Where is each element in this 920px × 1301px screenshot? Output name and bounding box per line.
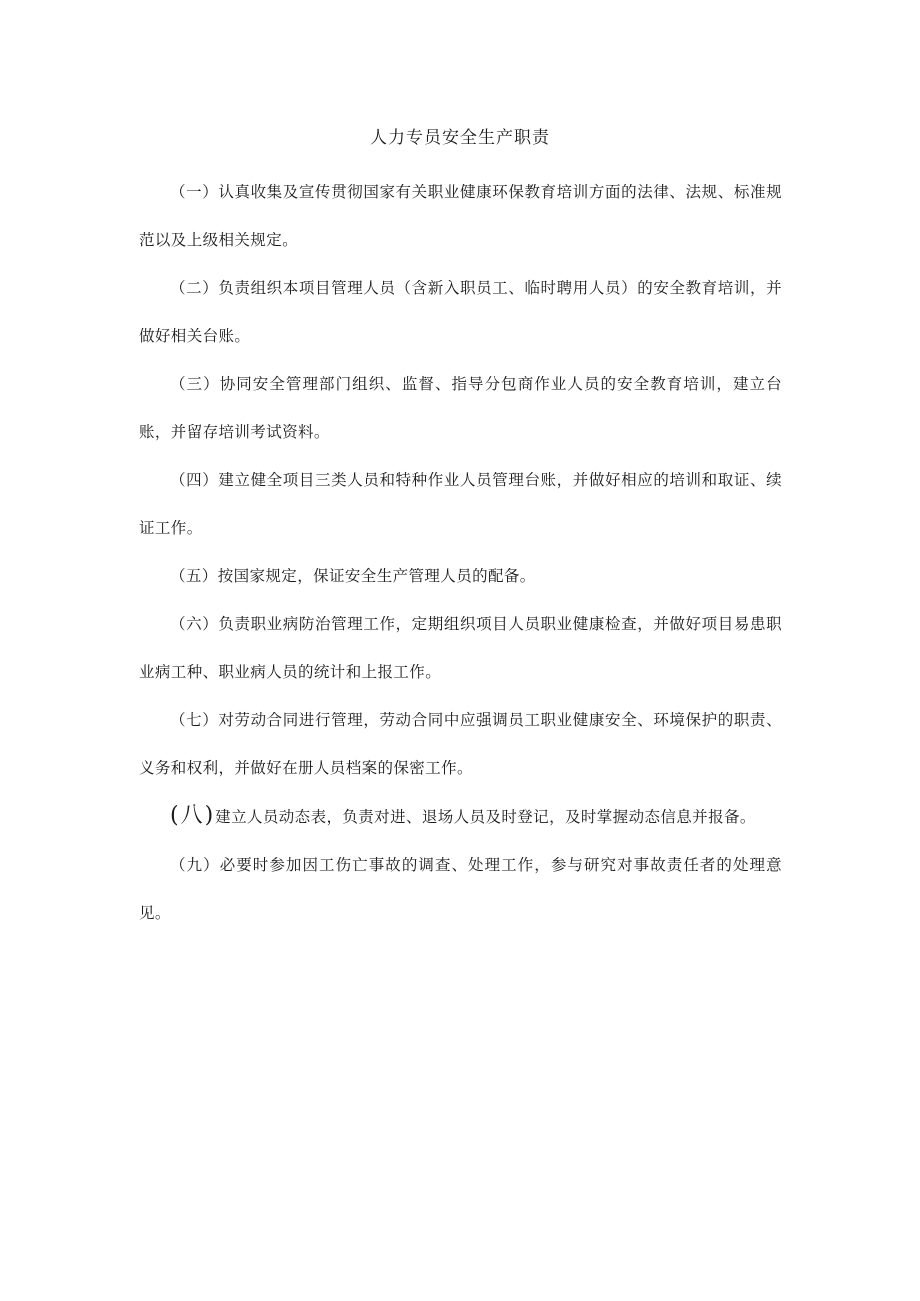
clause-number: （三） <box>170 375 220 393</box>
page-title: 人力专员安全生产职责 <box>370 128 550 148</box>
clause-7 <box>139 696 782 792</box>
clause-2 <box>139 264 782 360</box>
clause-number: （七） <box>170 711 219 729</box>
clause-1 <box>139 168 782 264</box>
clause-number: （一） <box>170 183 219 201</box>
clause-number: （四） <box>170 471 219 489</box>
clause-3 <box>139 360 782 456</box>
clause-number: （六） <box>170 615 219 633</box>
clause-text: 认真收集及宣传贯彻国家有关职业健康环保教育培训方面的法律、法规、标准规范以及上级相关规定。 <box>139 183 782 249</box>
clause-number: (八) <box>170 803 216 828</box>
responsibilities-list <box>139 168 782 937</box>
clause-6 <box>139 600 782 696</box>
clause-text: 建立健全项目三类人员和特种作业人员管理台账，并做好相应的培训和取证、续证工作。 <box>139 471 782 537</box>
clause-text: 必要时参加因工伤亡事故的调查、处理工作，参与研究对事故责任者的处理意见。 <box>139 856 783 922</box>
clause-4 <box>139 456 782 552</box>
clause-text: 建立人员动态表，负责对进、退场人员及时登记，及时掌握动态信息并报备。 <box>215 808 756 826</box>
clause-number: （五） <box>170 567 218 585</box>
clause-number: （二） <box>170 279 219 297</box>
clause-number: （九） <box>170 856 220 874</box>
clause-text: 负责组织本项目管理人员（含新入职员工、临时聘用人员）的安全教育培训，并做好相关台账。 <box>139 279 782 345</box>
clause-text: 对劳动合同进行管理，劳动合同中应强调员工职业健康安全、环境保护的职责、义务和权利，并做好在册人员档案的保密工作。 <box>139 711 782 777</box>
clause-text: 协同安全管理部门组织、监督、指导分包商作业人员的安全教育培训，建立台账，并留存培训考试资料。 <box>139 375 783 441</box>
clause-text: 负责职业病防治管理工作，定期组织项目人员职业健康检查，并做好项目易患职业病工种、职业病人员的统计和上报工作。 <box>139 615 782 681</box>
clause-9 <box>139 841 782 937</box>
clause-5 <box>139 552 782 600</box>
clause-8 <box>139 792 782 841</box>
clause-text: 按国家规定，保证安全生产管理人员的配备。 <box>217 567 536 585</box>
